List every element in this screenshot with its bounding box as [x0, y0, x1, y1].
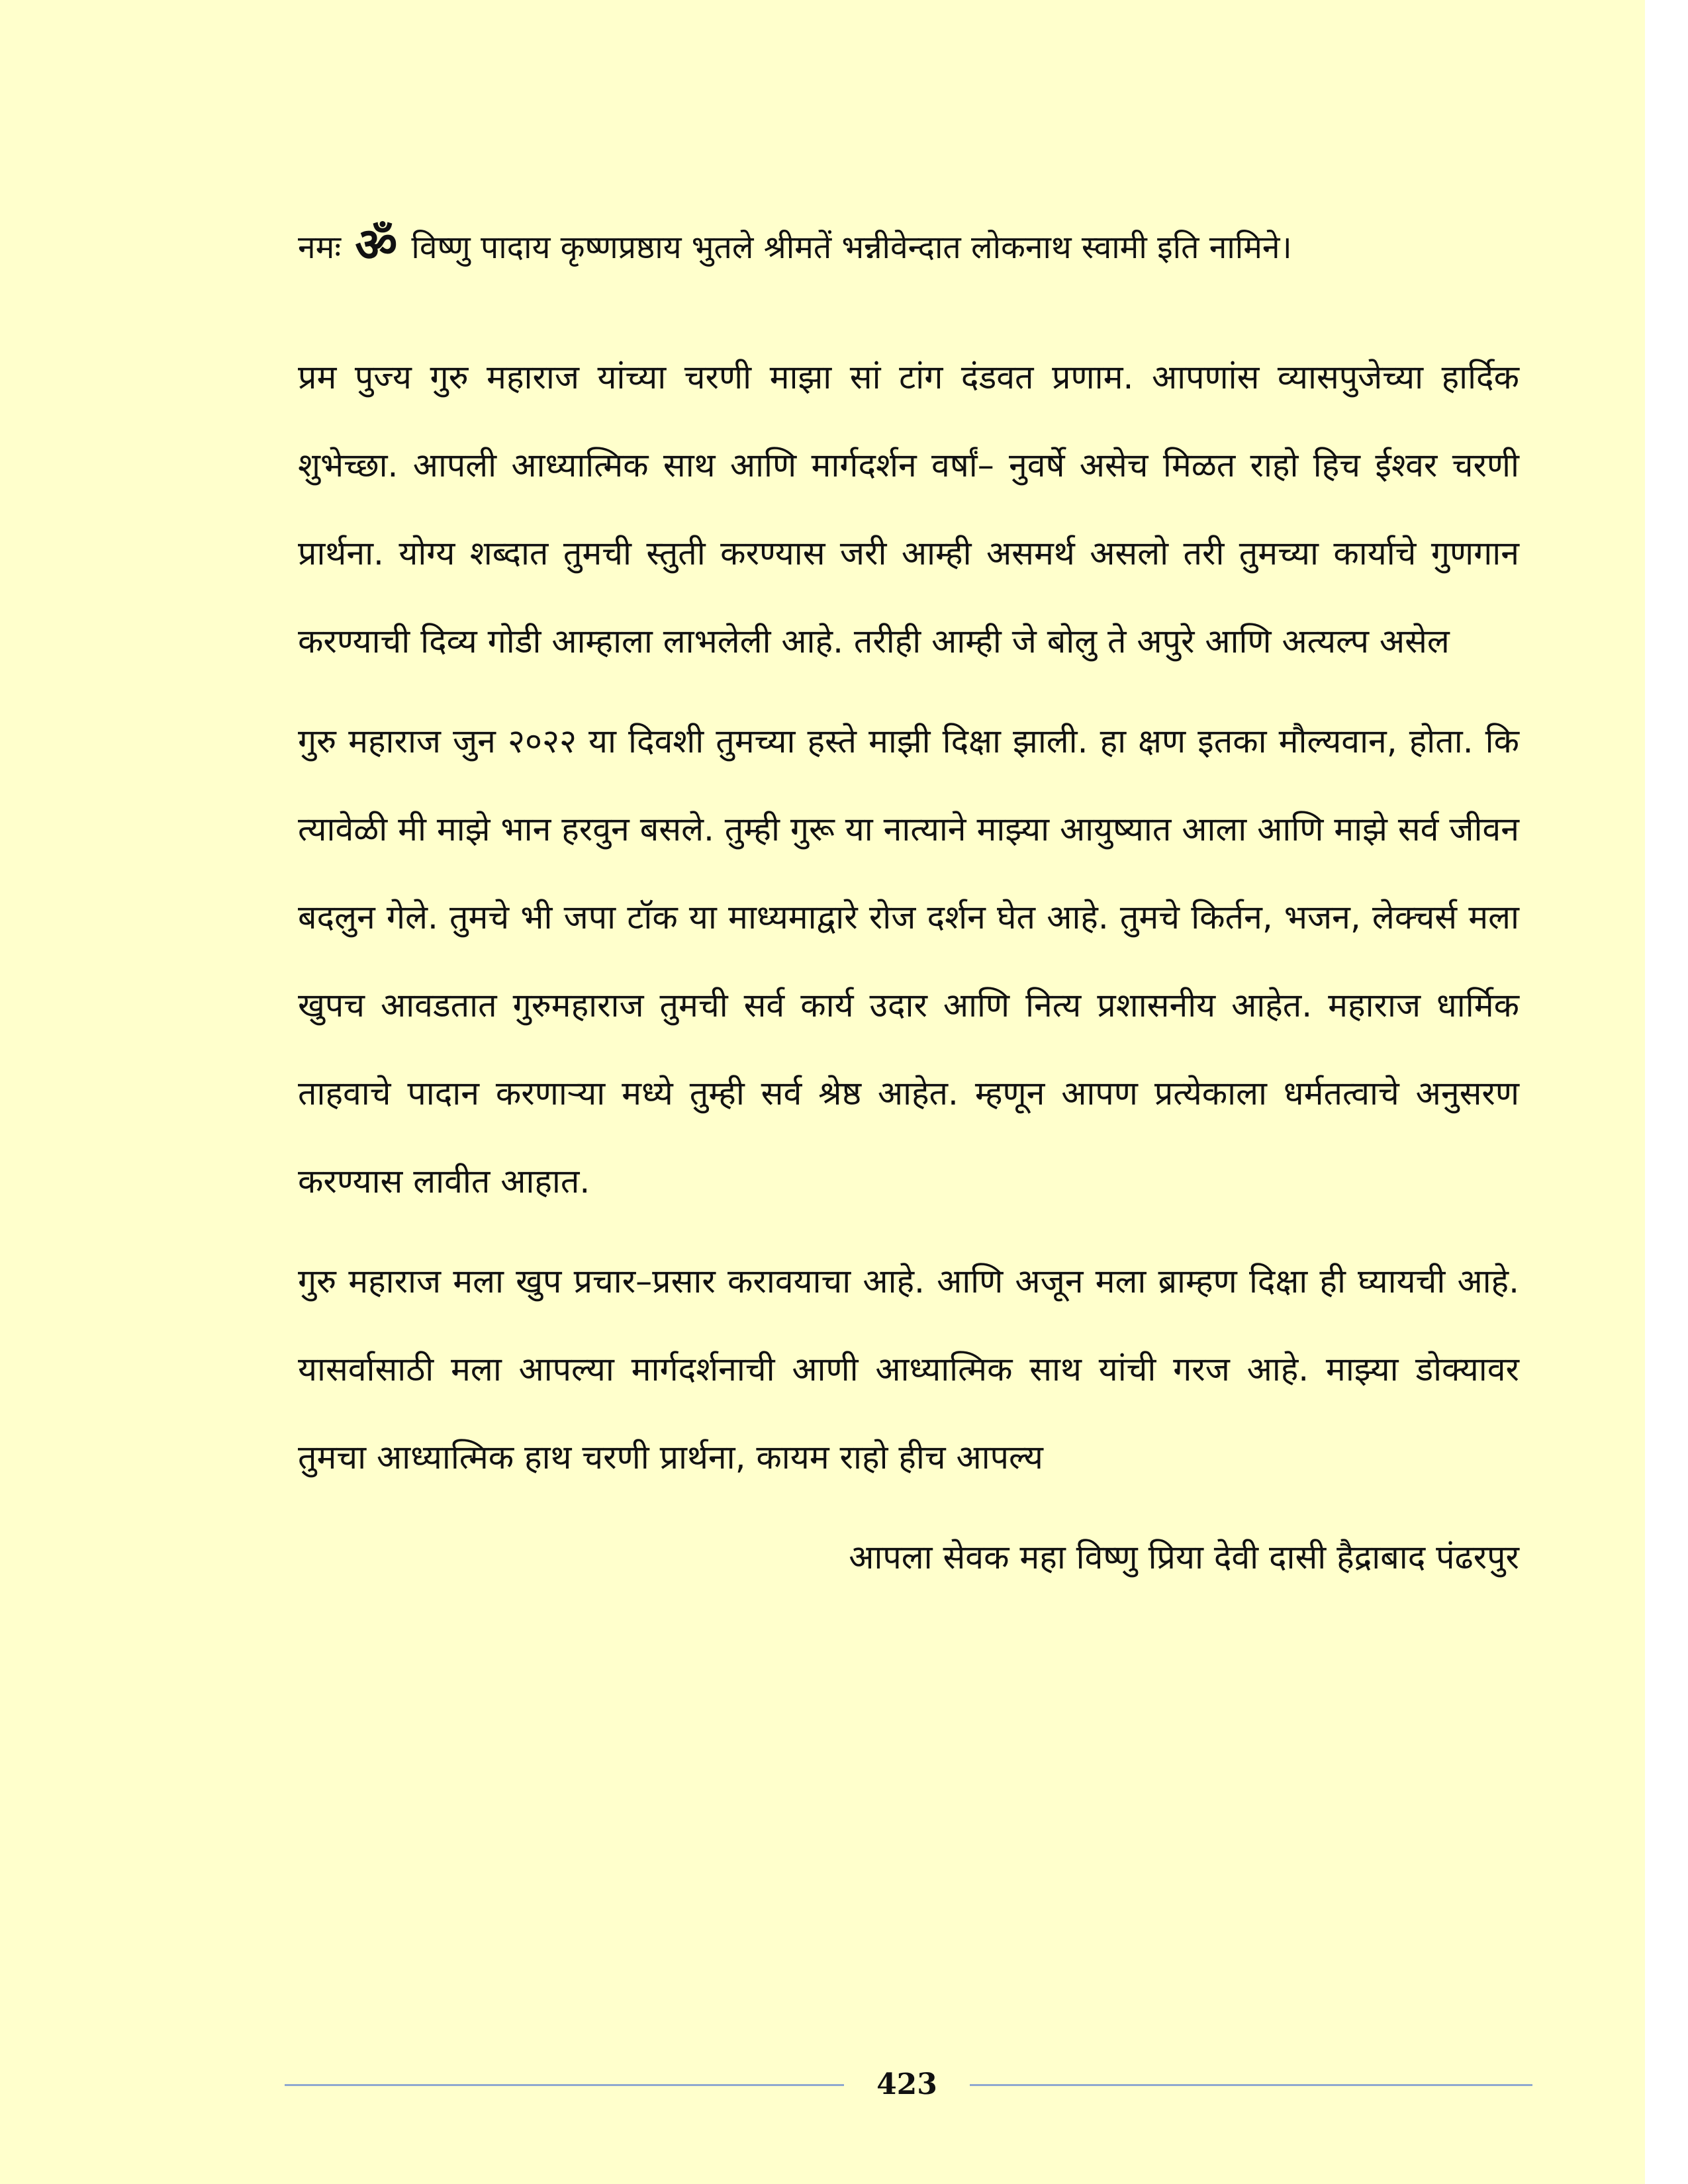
paragraph-request: गुरु महाराज मला खुप प्रचार–प्रसार करावयाचा आहे. आणि अजून मला ब्राम्हण दिक्षा ही घ्यायची आहे. यासर्वासाठी मला आपल्या मार्गदर्शनाची आणी आध्यात्मिक साथ यांची गरज आहे. माझ्या डोक्यावर तुमचा आध्यात्मिक हाथ चरणी प्रार्थना, कायम राहो हीच आपल्य: [298, 1262, 1519, 1477]
footer-rule-right: [970, 2084, 1532, 2086]
om-symbol-icon: ॐ: [355, 218, 398, 272]
invocation-prefix: नमः: [298, 229, 342, 266]
invocation-text: विष्णु पादाय कृष्णप्रष्ठाय भुतले श्रीमतें भन्नीवेन्दात लोकनाथ स्वामी इति नामिने।: [411, 229, 1292, 266]
paragraph-initiation: गुरु महाराज जुन २०२२ या दिवशी तुमच्या हस्ते माझी दिक्षा झाली. हा क्षण इतका मौल्यवान, होता. कि त्यावेळी मी माझे भान हरवुन बसले. तुम्ही गुरू या नात्याने माझ्या आयुष्यात आला आणि माझे सर्व जीवन बदलुन गेले. तुमचे भी जपा टॉक या माध्यमाद्वारे रोज दर्शन घेत आहे. तुमचे किर्तन, भजन, लेक्चर्स मला खुपच आवडतात गुरुमहाराज तुमची सर्व कार्य उदार आणि नित्य प्रशासनीय आहेत. महाराज धार्मिक ताहवाचे पादान करणाऱ्या मध्ये तुम्ही सर्व श्रेष्ठ आहेत. म्हणून आपण प्रत्येकाला धर्मतत्वाचे अनुसरण करण्यास लावीत आहात.: [298, 722, 1519, 1201]
document-body: [298, 218, 1519, 1602]
page-footer: [285, 2058, 1532, 2111]
paragraph-greeting: प्रम पुज्य गुरु महाराज यांच्या चरणी माझा सां टांग दंडवत प्रणाम. आपणांस व्यासपुजेच्या हार्दिक शुभेच्छा. आपली आध्यात्मिक साथ आणि मार्गदर्शन वर्षां– नुवर्षे असेच मिळत राहो हिच ईश्वर चरणी प्रार्थना. योग्य शब्दात तुमची स्तुती करण्यास जरी आम्ही असमर्थ असलो तरी तुमच्या कार्याचे गुणगान करण्याची दिव्य गोडी आम्हाला लाभलेली आहे. तरीही आम्ही जे बोलु ते अपुरे आणि अत्यल्प असेल: [298, 358, 1519, 660]
footer-rule-left: [285, 2084, 844, 2086]
page-number: 423: [876, 2068, 937, 2101]
invocation-line: [298, 218, 1519, 274]
signature: आपला सेवक महा विष्णु प्रिया देवी दासी हैद्राबाद पंढरपुर: [849, 1538, 1519, 1576]
